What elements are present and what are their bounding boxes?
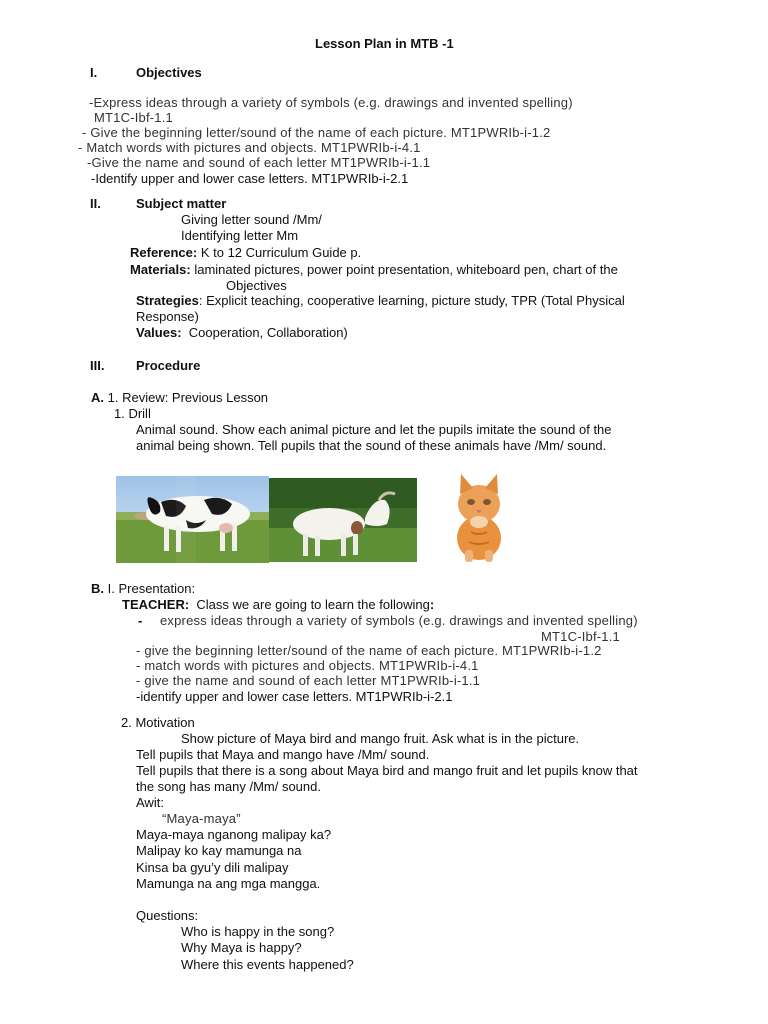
subject-numeral: II.: [90, 196, 101, 211]
values-value: Cooperation, Collaboration): [188, 325, 348, 340]
reference-line: [130, 245, 361, 261]
values-line: [136, 325, 348, 341]
song-line: Kinsa ba gyu’y dili malipay: [136, 860, 289, 875]
question-item: Why Maya is happy?: [181, 940, 302, 955]
procedure-heading: Procedure: [136, 358, 201, 373]
section-b-letter: B.: [91, 581, 104, 596]
strategies-cont: Response): [136, 309, 199, 324]
subject-topic: Identifying letter Mm: [181, 228, 299, 243]
presentation-item: - give the beginning letter/sound of the name of each picture. MT1PWRIb-i-1.2: [136, 643, 602, 658]
reference-value: K to 12 Curriculum Guide p.: [200, 245, 362, 260]
strategies-label: Strategies: [136, 293, 199, 308]
teacher-colon: :: [429, 597, 435, 612]
presentation-item: express ideas through a variety of symbols (e.g. drawings and invented spelling): [160, 613, 638, 628]
question-item: Who is happy in the song?: [181, 924, 335, 939]
teacher-label: TEACHER:: [122, 597, 190, 612]
cat-image: [441, 470, 515, 564]
drill-text: Animal sound. Show each animal picture and let the pupils imitate the sound of the: [136, 422, 612, 437]
song-title: “Maya-maya”: [162, 811, 241, 826]
objective-item: -Express ideas through a variety of symbols (e.g. drawings and invented spelling): [89, 95, 573, 110]
goat-image: [269, 478, 417, 562]
drill-text: animal being shown. Tell pupils that the sound of these animals have /Mm/ sound.: [136, 438, 607, 453]
section-a-text: 1. Review: Previous Lesson: [107, 390, 269, 405]
cow-image: [116, 476, 269, 563]
motivation-text: Tell pupils that Maya and mango have /Mm/ sound.: [136, 747, 430, 762]
song-line: Maya-maya nganong malipay ka?: [136, 827, 332, 842]
motivation-label: 2. Motivation: [121, 715, 195, 730]
section-b-text: I. Presentation:: [107, 581, 196, 596]
song-line: Malipay ko kay mamunga na: [136, 843, 302, 858]
objective-item: -Identify upper and lower case letters. MT1PWRIb-i-2.1: [91, 171, 409, 186]
page-title: Lesson Plan in MTB -1: [315, 36, 454, 51]
objectives-heading: Objectives: [136, 65, 202, 80]
section-a-letter: A.: [91, 390, 104, 405]
objective-item: - Match words with pictures and objects. MT1PWRIb-i-4.1: [78, 140, 421, 155]
strategies-value: : Explicit teaching, cooperative learning, picture study, TPR (Total Physical: [198, 293, 625, 308]
drill-label: 1. Drill: [114, 406, 151, 421]
strategies-line: [136, 293, 625, 309]
teacher-text: Class we are going to learn the following: [196, 597, 430, 612]
subject-topic: Giving letter sound /Mm/: [181, 212, 322, 227]
objective-item: - Give the beginning letter/sound of the name of each picture. MT1PWRIb-i-1.2: [82, 125, 551, 140]
motivation-text: the song has many /Mm/ sound.: [136, 779, 321, 794]
materials-value: laminated pictures, power point presentation, whiteboard pen, chart of the: [194, 262, 618, 277]
presentation-item: - match words with pictures and objects. MT1PWRIb-i-4.1: [136, 658, 479, 673]
presentation-dash: -: [138, 613, 143, 628]
presentation-item: - give the name and sound of each letter MT1PWRIb-i-1.1: [136, 673, 481, 688]
objective-item: MT1C-Ibf-1.1: [94, 110, 173, 125]
subject-heading: Subject matter: [136, 196, 227, 211]
materials-cont: Objectives: [226, 278, 287, 293]
procedure-numeral: III.: [90, 358, 105, 373]
motivation-text: Tell pupils that there is a song about Maya bird and mango fruit and let pupils know that: [136, 763, 638, 778]
motivation-text: Show picture of Maya bird and mango fruit. Ask what is in the picture.: [181, 731, 580, 746]
reference-label: Reference:: [130, 245, 198, 260]
awit-label: Awit:: [136, 795, 164, 810]
presentation-item: -identify upper and lower case letters. MT1PWRIb-i-2.1: [136, 689, 453, 704]
objectives-numeral: I.: [90, 65, 98, 80]
values-label: Values:: [136, 325, 182, 340]
materials-line: [130, 262, 618, 278]
section-b: [91, 581, 195, 597]
question-item: Where this events happened?: [181, 957, 354, 972]
materials-label: Materials:: [130, 262, 191, 277]
questions-label: Questions:: [136, 908, 199, 923]
objective-item: -Give the name and sound of each letter MT1PWRIb-i-1.1: [87, 155, 431, 170]
presentation-code: MT1C-Ibf-1.1: [541, 629, 620, 644]
song-line: Mamunga na ang mga mangga.: [136, 876, 321, 891]
teacher-line: [122, 597, 434, 613]
section-a: [91, 390, 268, 406]
